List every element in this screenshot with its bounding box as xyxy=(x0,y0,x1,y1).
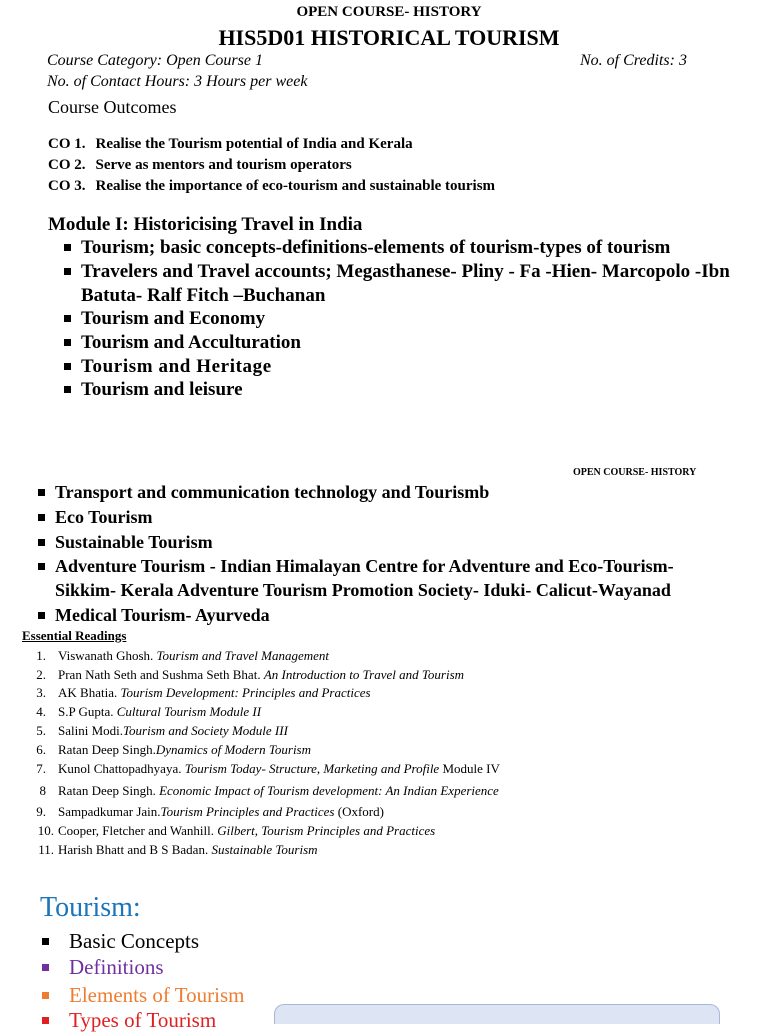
reading-number: 8 xyxy=(39,783,46,798)
bullet-icon xyxy=(42,964,49,971)
reading-title: Economic Impact of Tourism development: An Indian Experience xyxy=(159,783,499,798)
bullet-icon xyxy=(42,938,49,945)
reading-author: Ratan Deep Singh. xyxy=(58,783,160,798)
page-header-label: OPEN COURSE- HISTORY xyxy=(573,467,697,478)
outcome-code: CO 1. xyxy=(48,136,86,152)
outcome-text: Realise the Tourism potential of India and Kerala xyxy=(95,136,413,152)
reading-author: Salini Modi. xyxy=(58,723,124,738)
slide-panel xyxy=(274,1004,720,1024)
reading-text xyxy=(58,804,384,820)
topic-item: Transport and communication technology and Tourismb xyxy=(55,482,490,502)
bullet-icon xyxy=(64,386,71,393)
module-item: Tourism; basic concepts-definitions-elements of tourism-types of tourism xyxy=(81,237,671,258)
reading-number: 1. xyxy=(36,648,46,663)
reading-text xyxy=(58,723,288,739)
slide-item: Elements of Tourism xyxy=(69,983,245,1007)
outcome-item xyxy=(48,157,352,174)
course-type-label: OPEN COURSE- HISTORY xyxy=(296,4,482,20)
module-item: Tourism and Economy xyxy=(81,308,266,329)
reading-author: AK Bhatia. xyxy=(58,685,121,700)
reading-text xyxy=(58,667,464,683)
outcomes-heading: Course Outcomes xyxy=(48,97,177,117)
course-title: HIS5D01 HISTORICAL TOURISM xyxy=(218,25,560,50)
topic-item: Eco Tourism xyxy=(55,507,153,527)
slide-item: Definitions xyxy=(69,955,164,979)
bullet-icon xyxy=(42,1017,49,1024)
reading-author: Sampadkumar Jain. xyxy=(58,804,161,819)
bullet-icon xyxy=(42,992,49,999)
bullet-icon xyxy=(64,315,71,322)
bullet-icon xyxy=(38,539,45,546)
credits: No. of Credits: 3 xyxy=(580,52,687,69)
reading-text xyxy=(58,704,261,720)
reading-text xyxy=(58,742,311,758)
reading-title: Tourism Principles and Practices xyxy=(160,804,335,819)
reading-number: 11. xyxy=(38,842,54,857)
reading-number: 9. xyxy=(36,804,46,819)
contact-hours: No. of Contact Hours: 3 Hours per week xyxy=(47,73,308,90)
outcome-text: Realise the importance of eco-tourism and sustainable tourism xyxy=(95,178,496,194)
bullet-icon xyxy=(64,244,71,251)
reading-number: 7. xyxy=(36,761,46,776)
outcome-code: CO 2. xyxy=(48,157,86,173)
readings-heading: Essential Readings xyxy=(22,628,127,643)
reading-number: 5. xyxy=(36,723,46,738)
bullet-icon xyxy=(64,363,71,370)
bullet-icon xyxy=(64,268,71,275)
topic-item: Adventure Tourism - Indian Himalayan Centre for Adventure and Eco-Tourism- xyxy=(55,556,674,576)
reading-number: 6. xyxy=(36,742,46,757)
slide-item: Types of Tourism xyxy=(69,1008,217,1032)
bullet-icon xyxy=(38,563,45,570)
reading-extra: Module IV xyxy=(439,761,500,776)
reading-title: Tourism and Society Module III xyxy=(123,723,288,738)
reading-title: Tourism and Travel Management xyxy=(156,648,330,663)
slide-item: Basic Concepts xyxy=(69,929,200,953)
reading-title: Dynamics of Modern Tourism xyxy=(155,742,312,757)
reading-title: Tourism Development: Principles and Practices xyxy=(120,685,371,700)
reading-author: Ratan Deep Singh. xyxy=(58,742,156,757)
module-heading: Module I: Historicising Travel in India xyxy=(48,214,363,235)
bullet-icon xyxy=(38,612,45,619)
bullet-icon xyxy=(64,339,71,346)
reading-author: Cooper, Fletcher and Wanhill. xyxy=(58,823,218,838)
reading-text xyxy=(58,783,499,799)
reading-number: 10. xyxy=(37,823,54,838)
reading-text xyxy=(58,685,371,701)
module-item-continued: Batuta- Ralf Fitch –Buchanan xyxy=(81,285,326,306)
slide-title: Tourism: xyxy=(40,892,141,923)
topic-item: Medical Tourism- Ayurveda xyxy=(55,605,270,625)
topic-item-continued: Sikkim- Kerala Adventure Tourism Promotion Society- Iduki- Calicut-Wayanad xyxy=(55,580,671,600)
module-item: Travelers and Travel accounts; Megasthanese- Pliny - Fa -Hien- Marcopolo -Ibn xyxy=(81,261,730,282)
reading-author: Viswanath Ghosh. xyxy=(58,648,157,663)
reading-author: Harish Bhatt and B S Badan. xyxy=(58,842,212,857)
reading-author: Kunol Chattopadhyaya. xyxy=(58,761,185,776)
reading-text xyxy=(58,842,318,858)
outcome-code: CO 3. xyxy=(48,178,86,194)
reading-author: Pran Nath Seth and Sushma Seth Bhat. xyxy=(58,667,264,682)
reading-title: Gilbert, Tourism Principles and Practices xyxy=(217,823,436,838)
reading-title: Tourism Today- Structure, Marketing and Profile xyxy=(184,761,440,776)
reading-title: Cultural Tourism Module II xyxy=(116,704,262,719)
outcome-text: Serve as mentors and tourism operators xyxy=(95,157,352,173)
module-item: Tourism and Acculturation xyxy=(81,332,301,353)
topic-item: Sustainable Tourism xyxy=(55,532,213,552)
reading-text xyxy=(58,823,435,839)
reading-text xyxy=(58,648,329,664)
reading-number: 2. xyxy=(36,667,46,682)
reading-number: 4. xyxy=(36,704,46,719)
module-item: Tourism and Heritage xyxy=(81,356,272,377)
module-item: Tourism and leisure xyxy=(81,379,243,400)
reading-extra: (Oxford) xyxy=(334,804,384,819)
reading-number: 3. xyxy=(36,685,46,700)
outcome-item xyxy=(48,136,413,153)
bullet-icon xyxy=(38,514,45,521)
reading-author: S.P Gupta. xyxy=(58,704,117,719)
reading-title: Sustainable Tourism xyxy=(211,842,318,857)
outcome-item xyxy=(48,178,495,195)
reading-title: An Introduction to Travel and Tourism xyxy=(263,667,465,682)
reading-text xyxy=(58,761,500,777)
bullet-icon xyxy=(38,489,45,496)
course-category: Course Category: Open Course 1 xyxy=(47,52,263,69)
